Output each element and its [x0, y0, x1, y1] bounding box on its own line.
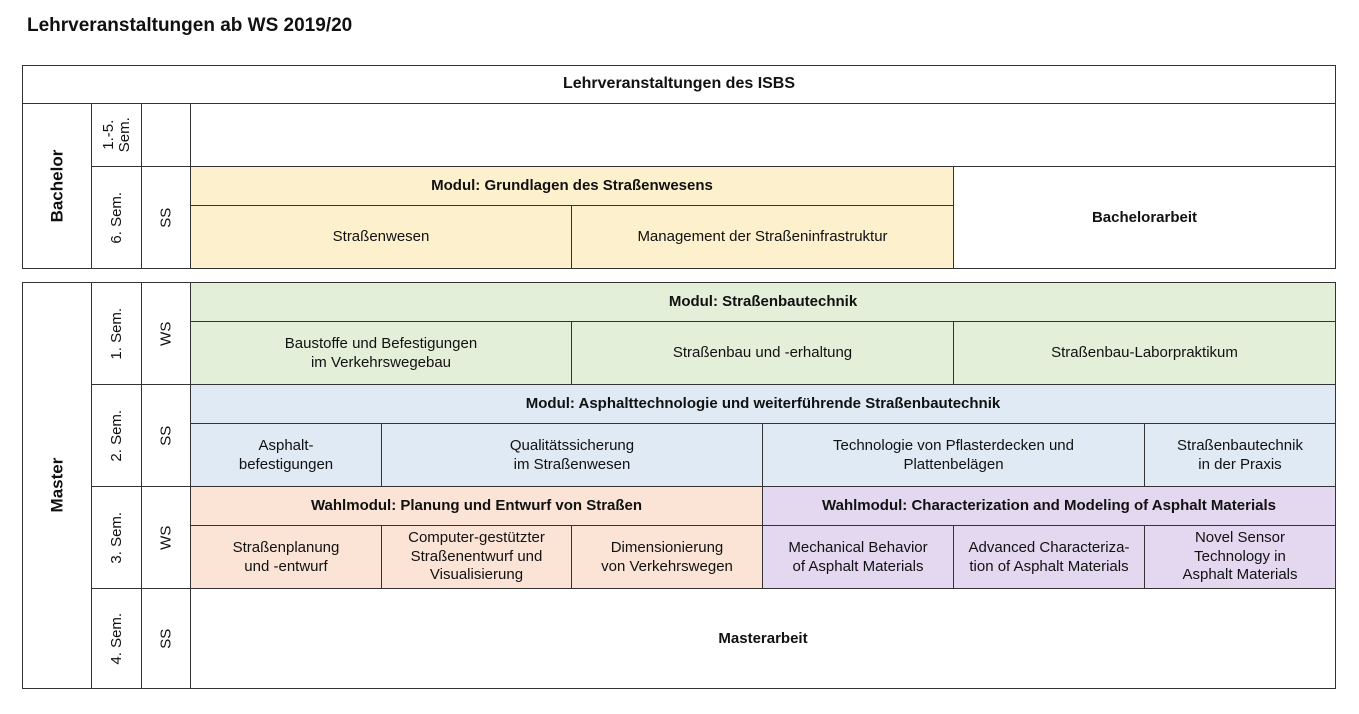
- modul-strassenbautechnik: Modul: Straßenbautechnik: [190, 282, 1336, 322]
- master-sem2-term: SS: [157, 425, 175, 446]
- course-praxis: Straßenbautechnik in der Praxis: [1144, 423, 1336, 487]
- bachelor-sem6-label: 6. Sem.: [107, 191, 125, 244]
- course-management: Management der Straßeninfrastruktur: [571, 205, 954, 269]
- modul-grundlagen: Modul: Grundlagen des Straßenwesens: [190, 166, 954, 206]
- master-sem3-term-cell: [141, 486, 191, 589]
- course-baustoffe: Baustoffe und Befestigungen im Verkehrswegebau: [190, 321, 572, 385]
- master-sem3-term: WS: [157, 525, 175, 550]
- bachelor-label: Bachelor: [46, 149, 66, 223]
- master-label-cell: [22, 282, 92, 689]
- master-sem4-term-cell: [141, 588, 191, 689]
- master-sem4-cell: [91, 588, 142, 689]
- bachelor-sem6-cell: [91, 166, 142, 269]
- course-asphaltbefestigungen: Asphalt- befestigungen: [190, 423, 382, 487]
- master-sem2-label: 2. Sem.: [107, 409, 125, 462]
- wahlmodul-characterization: Wahlmodul: Characterization and Modeling of Asphalt Materials: [762, 486, 1336, 526]
- master-sem1-label: 1. Sem.: [107, 307, 125, 360]
- master-sem2-cell: [91, 384, 142, 487]
- course-novel-sensor: Novel Sensor Technology in Asphalt Materials: [1144, 525, 1336, 589]
- course-dimensionierung: Dimensionierung von Verkehrswegen: [571, 525, 763, 589]
- wahlmodul-planung: Wahlmodul: Planung und Entwurf von Straßen: [190, 486, 763, 526]
- modul-asphalttechnologie: Modul: Asphalttechnologie und weiterführende Straßenbautechnik: [190, 384, 1336, 424]
- bachelor-sem1-5-empty-cell: [190, 103, 1336, 167]
- master-sem2-term-cell: [141, 384, 191, 487]
- master-sem4-term: SS: [157, 628, 175, 649]
- bachelor-label-cell: [22, 103, 92, 269]
- bachelor-sem1-5-cell: [91, 103, 142, 167]
- course-pflasterdecken: Technologie von Pflasterdecken und Plattenbelägen: [762, 423, 1145, 487]
- course-strassenbau-erhaltung: Straßenbau und -erhaltung: [571, 321, 954, 385]
- master-sem4-label: 4. Sem.: [107, 612, 125, 665]
- bachelorarbeit: Bachelorarbeit: [953, 166, 1336, 269]
- master-sem1-term-cell: [141, 282, 191, 385]
- bachelor-sem1-5-term-cell: [141, 103, 191, 167]
- course-strassenwesen: Straßenwesen: [190, 205, 572, 269]
- course-laborpraktikum: Straßenbau-Laborpraktikum: [953, 321, 1336, 385]
- bachelor-sem6-term: SS: [157, 207, 175, 228]
- master-sem3-label: 3. Sem.: [107, 511, 125, 564]
- course-qualitaetssicherung: Qualitätssicherung im Straßenwesen: [381, 423, 763, 487]
- master-sem3-cell: [91, 486, 142, 589]
- course-mechanical-behavior: Mechanical Behavior of Asphalt Materials: [762, 525, 954, 589]
- bachelor-sem6-term-cell: [141, 166, 191, 269]
- master-sem1-cell: [91, 282, 142, 385]
- bachelor-sem1-5-label: 1.-5. Sem.: [99, 117, 133, 153]
- master-label: Master: [46, 458, 66, 513]
- table-header: Lehrveranstaltungen des ISBS: [22, 65, 1336, 104]
- master-sem1-term: WS: [157, 321, 175, 346]
- page-title: Lehrveranstaltungen ab WS 2019/20: [27, 15, 353, 36]
- course-advanced-characterization: Advanced Characteriza- tion of Asphalt Materials: [953, 525, 1145, 589]
- masterarbeit: Masterarbeit: [190, 588, 1336, 689]
- course-strassenplanung: Straßenplanung und -entwurf: [190, 525, 382, 589]
- course-computer-strassenentwurf: Computer-gestützter Straßenentwurf und Visualisierung: [381, 525, 572, 589]
